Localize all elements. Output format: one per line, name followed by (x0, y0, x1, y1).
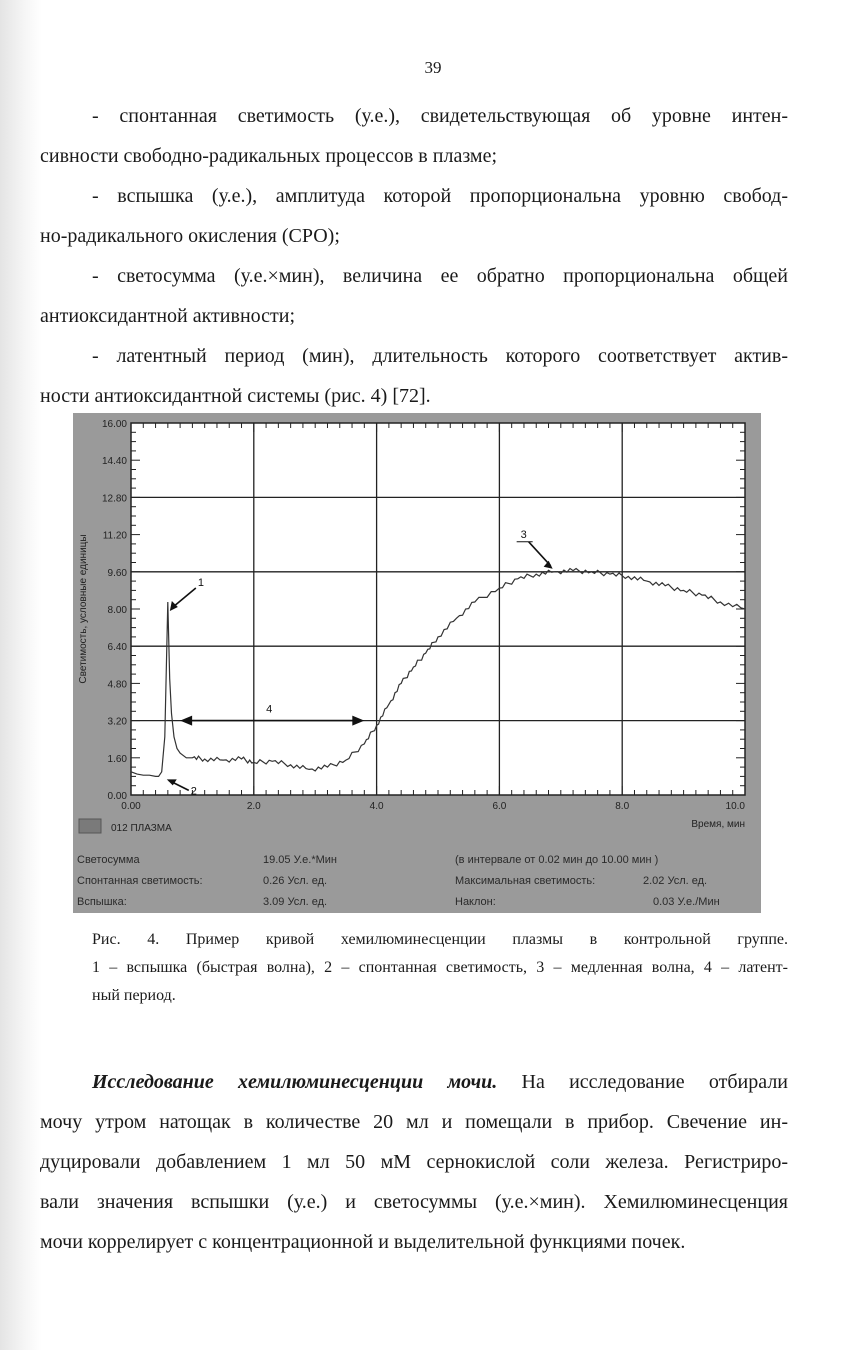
annotation-label-2: 2 (190, 785, 197, 798)
caption-line-1: Рис. 4. Пример кривой хемилюминесценции плазмы в контрольной группе. (92, 931, 788, 948)
list-item-1-line2: сивности свободно-радикальных процессов в плазме; (40, 145, 498, 167)
x-axis-label: Время, мин (691, 819, 745, 830)
x-tick-label: 8.0 (615, 801, 630, 812)
info-spontaneous-label: Спонтанная светимость: (77, 875, 203, 887)
list-item-3-line2: антиоксидантной активности; (40, 305, 296, 327)
series-color-swatch (79, 819, 101, 833)
y-tick-label: 9.60 (107, 567, 127, 579)
x-tick-label: 10.0 (725, 801, 745, 812)
y-tick-label: 1.60 (107, 753, 127, 765)
section-line-2: мочу утром натощак в количестве 20 мл и помещали в прибор. Свечение ин- (40, 1111, 788, 1133)
info-flash-label: Вспышка: (77, 896, 127, 908)
y-tick-label: 14.40 (101, 456, 127, 468)
list-item-2-line1: - вспышка (у.е.), амплитуда которой пропорциональна уровню свобод- (92, 185, 788, 207)
figure-caption (92, 926, 788, 1010)
info-max-label: Максимальная светимость: (455, 875, 596, 887)
caption-line-3: ный период. (92, 987, 176, 1004)
section-line-5: мочи коррелирует с концентрационной и выделительной функциями почек. (40, 1231, 686, 1253)
x-tick-label: 6.0 (492, 801, 507, 812)
y-tick-label: 8.00 (107, 605, 127, 616)
list-item-3-line1: - светосумма (у.е.×мин), величина ее обратно пропорциональна общей (92, 265, 788, 287)
annotation-label-1: 1 (197, 577, 204, 590)
list-item-2-line2: но-радикального окисления (СРО); (40, 225, 340, 247)
y-tick-label: 3.20 (107, 716, 127, 728)
annotation-label-4: 4 (266, 703, 273, 716)
section-line-1 (92, 1062, 788, 1102)
list-item-4-line1: - латентный период (мин), длительность которого соответствует актив- (92, 345, 788, 367)
info-spontaneous-value: 0.26 Усл. ед. (263, 875, 328, 887)
info-lightsum-label: Светосумма (77, 854, 140, 866)
info-slope-value: 0.03 У.е./Мин (653, 896, 720, 908)
y-tick-label: 0.00 (107, 791, 127, 802)
y-tick-label: 4.80 (107, 679, 127, 691)
y-tick-label: 12.80 (101, 493, 127, 505)
section-line-3: дуцировали добавлением 1 мл 50 мМ сернокислой соли железа. Регистриро- (40, 1151, 788, 1173)
info-flash-value: 3.09 Усл. ед. (263, 896, 328, 908)
y-tick-label: 11.20 (102, 530, 127, 542)
info-slope-label: Наклон: (455, 896, 496, 908)
page-edge-shadow (0, 0, 42, 1350)
series-label: 012 ПЛАЗМА (111, 823, 172, 834)
section-line-4: вали значения вспышки (у.е.) и светосуммы (у.е.×мин). Хемилюминесценция (40, 1191, 788, 1213)
annotation-label-3: 3 (520, 528, 527, 541)
section-title: Исследование хемилюминесценции мочи. (92, 1071, 498, 1093)
x-tick-label: 4.0 (369, 801, 384, 812)
section-body (40, 1102, 788, 1262)
chemiluminescence-chart (73, 413, 761, 913)
list-item-1-line1: - спонтанная светимость (у.е.), свидетельствующая об уровне интен- (92, 105, 788, 127)
y-axis-label: Светимость, условные единицы (78, 534, 89, 684)
info-max-value: 2.02 Усл. ед. (643, 875, 708, 887)
section-urine-chemiluminescence (92, 1062, 788, 1102)
y-tick-label: 16.00 (101, 419, 127, 430)
plot-area (131, 423, 745, 798)
list-item-4-line2: ности антиоксидантной системы (рис. 4) [72]. (40, 385, 431, 407)
caption-line-2: 1 – вспышка (быстрая волна), 2 – спонтанная светимость, 3 – медленная волна, 4 – латент- (92, 959, 788, 976)
section-line-1-rest: На исследование отбирали (497, 1071, 789, 1093)
chemiluminescence-figure (73, 413, 761, 913)
x-tick-label: 2.0 (246, 801, 261, 812)
page-number: 39 (424, 58, 442, 77)
info-lightsum-value: 19.05 У.е.*Мин (263, 854, 338, 866)
x-tick-label: 0.00 (121, 801, 141, 812)
y-tick-label: 6.40 (107, 642, 127, 654)
info-interval: (в интервале от 0.02 мин до 10.00 мин ) (455, 854, 659, 866)
